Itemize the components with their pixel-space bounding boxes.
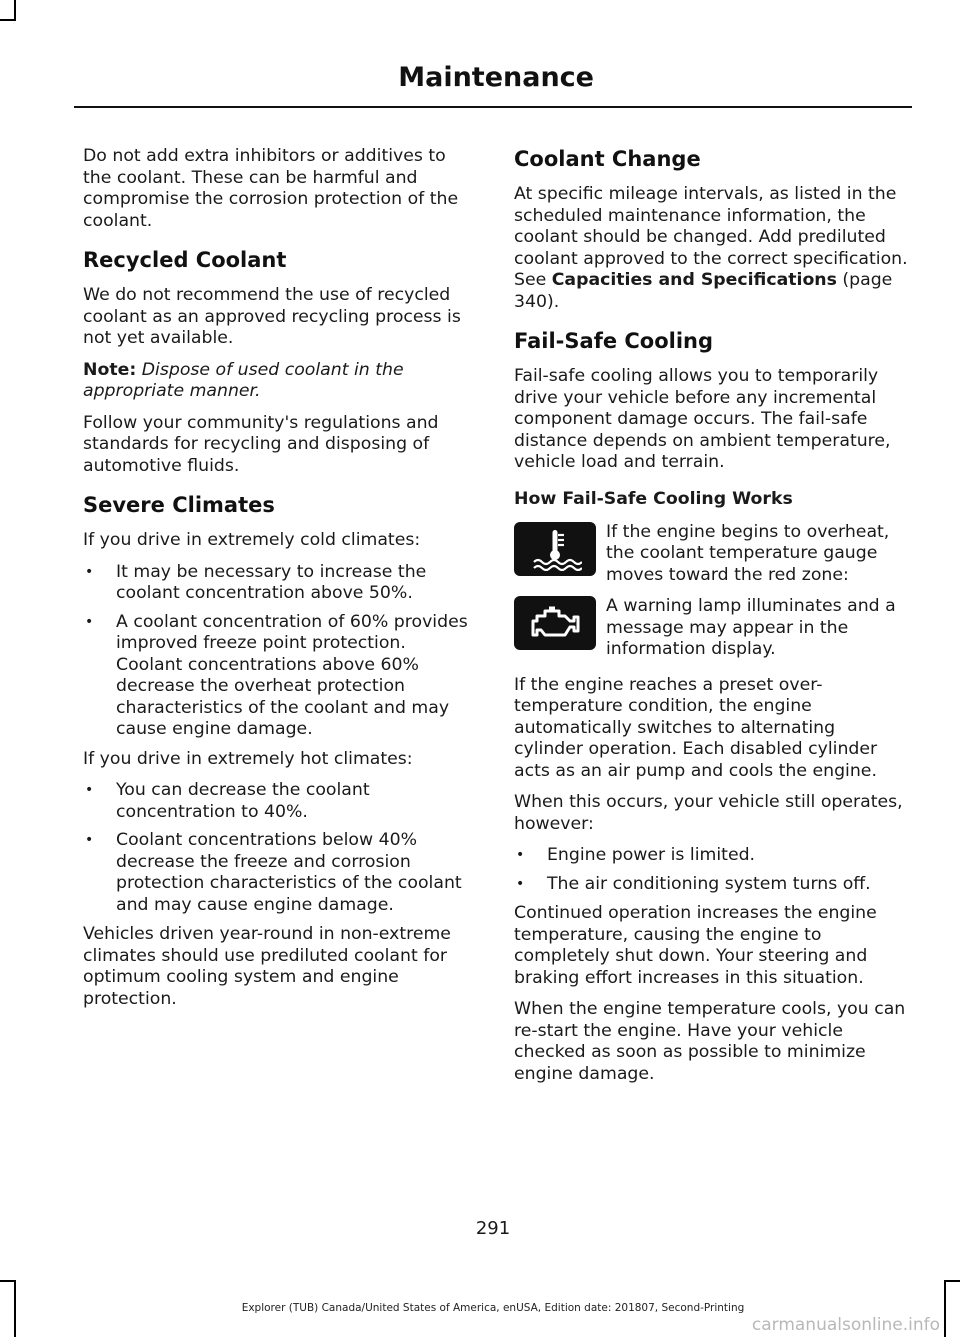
paragraph: If you drive in extremely cold climates: [83, 530, 421, 550]
paragraph: If you drive in extremely hot climates: [83, 748, 413, 769]
page-reference: (page 340). [514, 270, 893, 312]
crop-mark [14, 0, 16, 20]
crop-mark [0, 1280, 16, 1282]
paragraph: If the engine reaches a preset over-temperature condition, the engine automatically switches to alternating cylinder operation. Each disabled cylinder acts as an air pump and cools the engine. [514, 674, 878, 781]
section-heading-coolant-change: Coolant Change [514, 147, 701, 171]
cross-reference-link[interactable]: Capacities and Specifications [551, 270, 837, 290]
coolant-temperature-icon [514, 522, 596, 576]
list-item: • Engine power is limited. [514, 845, 908, 867]
icon-description: If the engine begins to overheat, the coolant temperature gauge moves toward the red zone: [606, 521, 890, 585]
list-item: • A coolant concentration of 60% provides improved freeze point protection. Coolant concentrations above 60% decrease the overheat protection characteristics of the coolant and may cause engine damage. [83, 612, 475, 741]
paragraph: When the engine temperature cools, you can re-start the engine. Have your vehicle checked as soon as possible to minimize engine damage. [514, 999, 906, 1084]
left-column [83, 146, 475, 1020]
icon-row [514, 596, 908, 661]
crop-mark [0, 19, 16, 21]
paragraph [514, 184, 908, 313]
section-heading-fail-safe-cooling: Fail-Safe Cooling [514, 329, 714, 353]
right-column [514, 146, 908, 1095]
page-title: Maintenance [398, 62, 594, 93]
paragraph: Continued operation increases the engine temperature, causing the engine to completely shut down. Your steering and braking effort increases in this situation. [514, 903, 877, 988]
list-item: • You can decrease the coolant concentration to 40%. [83, 780, 475, 823]
paragraph: Follow your community's regulations and standards for recycling and disposing of automotive fluids. [83, 412, 439, 476]
list-item: • Coolant concentrations below 40% decrease the freeze and corrosion protection characteristics of the coolant and may cause engine damage. [83, 830, 475, 916]
section-heading-severe-climates: Severe Climates [83, 493, 275, 517]
paragraph: Fail-safe cooling allows you to temporarily drive your vehicle before any incremental component damage occurs. The fail-safe distance depends on ambient temperature, vehicle load and terrain. [514, 366, 891, 472]
watermark: carmanualsonline.info [751, 1315, 940, 1335]
section-heading-recycled-coolant: Recycled Coolant [83, 248, 287, 272]
header-divider [74, 106, 912, 108]
list-item: • It may be necessary to increase the coolant concentration above 50%. [83, 562, 475, 605]
paragraph: When this occurs, your vehicle still operates, however: [514, 792, 903, 834]
note-text: Dispose of used coolant in the appropriate manner. [83, 359, 404, 401]
paragraph-text: At specific mileage intervals, as listed in the scheduled maintenance information, the coolant should be changed. Add prediluted coolant approved to the correct specification. See [514, 184, 908, 290]
icon-description: A warning lamp illuminates and a message may appear in the information display. [606, 596, 896, 659]
check-engine-icon [514, 596, 596, 650]
note [83, 360, 475, 403]
subheading-how-fail-safe-works: How Fail-Safe Cooling Works [514, 488, 793, 509]
paragraph: Vehicles driven year-round in non-extreme climates should use prediluted coolant for optimum cooling system and engine protection. [83, 924, 451, 1009]
note-label: Note: [83, 359, 137, 380]
page-number: 291 [475, 1218, 511, 1239]
bullet-list [514, 845, 908, 895]
paragraph: Do not add extra inhibitors or additives to the coolant. These can be harmful and compromise the corrosion protection of the coolant. [83, 146, 459, 231]
bullet-list-hot [83, 780, 475, 916]
crop-mark [944, 1280, 960, 1282]
paragraph: We do not recommend the use of recycled coolant as an approved recycling process is not yet available. [83, 285, 461, 348]
icon-row [514, 522, 908, 587]
bullet-list-cold [83, 562, 475, 741]
list-item: • The air conditioning system turns off. [514, 874, 908, 896]
footer-edition-info: Explorer (TUB) Canada/United States of America, enUSA, Edition date: 201807, Second-Printing [241, 1302, 745, 1314]
